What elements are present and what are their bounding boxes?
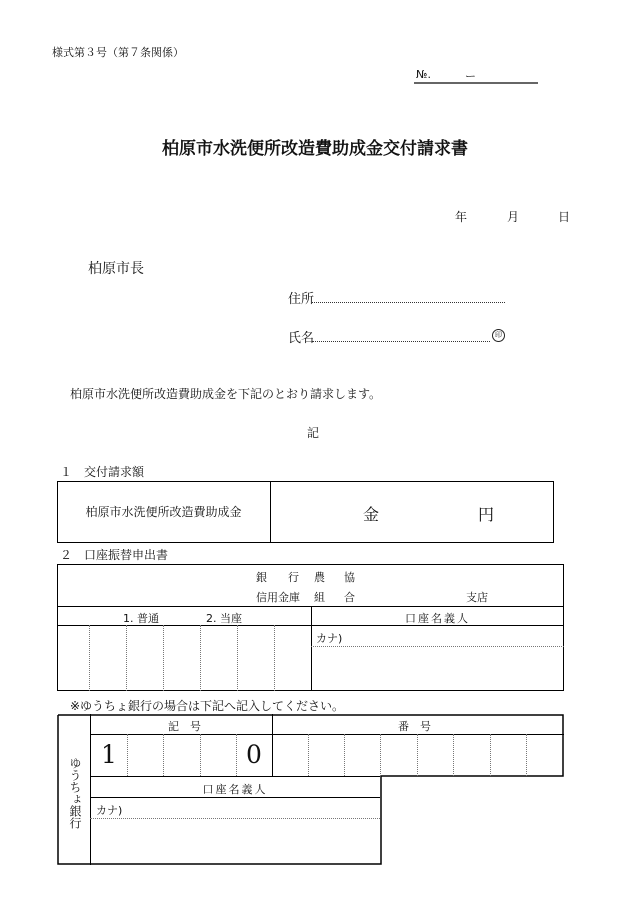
amount-divider xyxy=(270,481,271,543)
yucho-kana-label: カナ) xyxy=(96,804,123,817)
bank-word-3: 農 xyxy=(314,571,325,584)
address-label: 住所 xyxy=(288,292,315,307)
bango-label: 番 号 xyxy=(398,720,431,733)
date-year: 年 xyxy=(455,210,468,224)
digit-sep xyxy=(200,625,201,691)
yucho-note: ※ゆうちょ銀行の場合は下記へ記入してください。 xyxy=(70,699,345,713)
bank-type-ai: 合 xyxy=(344,591,355,604)
bango-field[interactable] xyxy=(273,735,563,775)
section2-heading: ２ 口座振替申出書 xyxy=(60,548,169,562)
bank-type-shinkin: 信用金庫 xyxy=(256,591,300,604)
yucho-holder-label: 口座名義人 xyxy=(202,783,268,796)
section1-heading: １ 交付請求額 xyxy=(60,465,145,479)
digit-sep xyxy=(237,625,238,691)
name-label: 氏名 xyxy=(288,331,315,346)
kigo-sep xyxy=(127,734,128,776)
account-holder-field[interactable] xyxy=(312,647,564,690)
bank-word-2: 行 xyxy=(288,571,299,584)
kin-label: 金 xyxy=(363,505,380,524)
seal-mark: 印 xyxy=(492,329,505,342)
no-dash: ー xyxy=(465,70,476,83)
page-title: 柏原市水洗便所改造費助成金交付請求書 xyxy=(162,139,468,159)
request-statement: 柏原市水洗便所改造費助成金を下記のとおり請求します。 xyxy=(70,387,382,401)
digit-sep xyxy=(163,625,164,691)
addressee: 柏原市長 xyxy=(88,261,144,277)
account-type-toza: 2. 当座 xyxy=(206,612,242,625)
yucho-vertical-label: ゆうちょ銀行 xyxy=(68,757,82,829)
digit-sep xyxy=(126,625,127,691)
branch-label: 支店 xyxy=(466,591,488,604)
digit-sep xyxy=(274,625,275,691)
kigo-first-digit: 1 xyxy=(101,740,117,769)
kana-label: カナ) xyxy=(316,632,343,645)
ki-label: 記 xyxy=(307,426,320,440)
yucho-mid-line xyxy=(90,776,380,777)
kigo-sep xyxy=(200,734,201,776)
yucho-holder-line xyxy=(90,797,380,798)
subsidy-name: 柏原市水洗便所改造費助成金 xyxy=(85,505,242,519)
account-type-futsu: 1. 普通 xyxy=(123,612,159,625)
kigo-sep xyxy=(163,734,164,776)
yen-label: 円 xyxy=(478,505,495,524)
bank-word-4: 協 xyxy=(344,571,355,584)
no-label: №. xyxy=(416,68,431,81)
date-day: 日 xyxy=(558,210,571,224)
kigo-sep xyxy=(236,734,237,776)
bank-type-kumi: 組 xyxy=(314,591,325,604)
kigo-label: 記 号 xyxy=(168,720,201,733)
form-number: 様式第３号（第７条関係） xyxy=(52,46,184,59)
digit-sep xyxy=(89,625,90,691)
bank-word-1: 銀 xyxy=(256,571,267,584)
address-field[interactable] xyxy=(312,302,505,303)
kigo-last-digit: 0 xyxy=(246,740,262,769)
no-underline xyxy=(414,82,538,84)
date-month: 月 xyxy=(507,210,520,224)
holder-label: 口座名義人 xyxy=(405,612,470,625)
name-field[interactable] xyxy=(312,341,490,342)
yucho-holder-field[interactable] xyxy=(91,819,379,864)
